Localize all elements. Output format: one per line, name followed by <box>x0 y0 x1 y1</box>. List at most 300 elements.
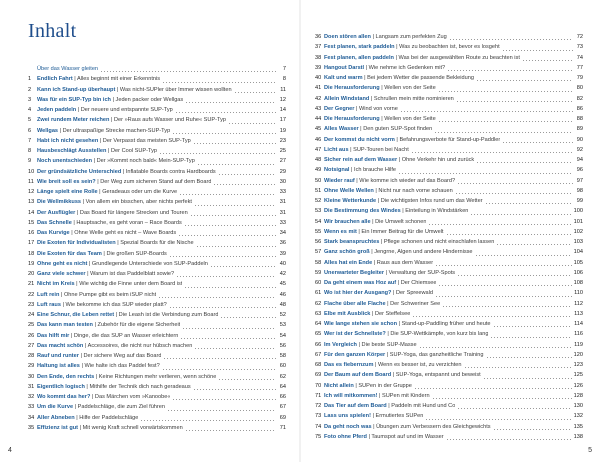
entry-subtitle: Wellen von der Seite <box>384 85 436 92</box>
toc-entry[interactable] <box>28 320 286 330</box>
entry-title: Ohne geht es nicht <box>37 260 88 267</box>
entry-number: 16 <box>28 230 35 236</box>
toc-entry[interactable] <box>315 135 583 145</box>
entry-page: 39 <box>279 250 286 257</box>
entry-subtitle: Wind von vorne <box>359 105 398 112</box>
entry-text <box>324 196 483 206</box>
toc-entry[interactable] <box>315 432 583 442</box>
entry-subtitle: Verwaltung der SUP-Spots <box>388 269 456 276</box>
entry-separator: | <box>400 208 406 215</box>
entry-text <box>37 341 192 351</box>
entry-title: Flache über alle Flache <box>324 300 386 307</box>
entry-subtitle: Die wichtigsten Infos rund um das Wetter <box>380 198 483 204</box>
entry-page: 82 <box>576 95 583 102</box>
dot-leader <box>179 194 276 195</box>
entry-subtitle: Nicht nur nach vorne schauen <box>378 187 453 194</box>
entry-separator: | <box>370 218 376 225</box>
entry-title: Wir brauchen alle <box>324 218 371 225</box>
dot-leader <box>496 244 571 245</box>
dot-leader <box>169 256 276 257</box>
entry-text <box>37 146 157 156</box>
entry-number: 19 <box>28 260 35 267</box>
entry-separator: | <box>385 331 391 338</box>
entry-subtitle: Befahrungsverbote für Stand-up-Paddler <box>399 136 501 143</box>
entry-title: Da geht einem was Hoz auf <box>324 280 397 286</box>
dot-leader <box>398 173 573 174</box>
entry-number: 9 <box>28 158 32 165</box>
toc-entry[interactable] <box>315 391 583 401</box>
entry-title: Elbe mit Ausblick <box>324 310 371 317</box>
entry-page: 33 <box>279 189 286 195</box>
toc-entry[interactable] <box>28 382 286 392</box>
toc-entry[interactable] <box>28 85 286 95</box>
entry-subtitle: Grundlegende Unterschiede von SUP-Paddeln <box>91 260 208 267</box>
entry-title: Was für ein SUP-Typ bin ich <box>37 96 111 103</box>
dot-leader <box>196 246 276 247</box>
entry-separator: | <box>397 321 402 327</box>
entry-text <box>324 145 409 155</box>
entry-separator: | <box>75 209 80 216</box>
dot-leader <box>476 162 573 163</box>
entry-page: 110 <box>574 290 583 297</box>
toc-entry[interactable] <box>315 247 583 257</box>
dot-leader <box>400 111 573 112</box>
dot-leader <box>100 71 276 72</box>
dot-leader <box>169 307 276 308</box>
entry-text <box>324 73 474 83</box>
entry-number: 40 <box>315 75 322 81</box>
toc-entry[interactable] <box>315 83 583 93</box>
entry-title: Aller Abneben <box>37 414 75 421</box>
toc-entry[interactable] <box>315 309 583 319</box>
dot-leader <box>162 82 276 83</box>
toc-entry[interactable] <box>315 114 583 124</box>
entry-number: 12 <box>28 189 35 195</box>
toc-entry[interactable] <box>28 218 286 228</box>
toc-entry[interactable] <box>28 300 286 310</box>
toc-entry[interactable] <box>28 341 286 351</box>
toc-entry[interactable] <box>28 423 286 433</box>
toc-entry[interactable] <box>28 228 286 238</box>
entry-text <box>37 269 174 279</box>
dot-leader <box>180 338 276 339</box>
entry-page: 113 <box>574 310 583 317</box>
entry-separator: | <box>106 148 111 154</box>
entry-page: 64 <box>279 383 286 390</box>
entry-subtitle: Wellen von der Seite <box>384 116 436 122</box>
dot-leader <box>419 347 573 348</box>
toc-entry[interactable] <box>28 249 286 259</box>
toc-entry[interactable] <box>315 217 583 227</box>
toc-entry[interactable] <box>315 155 583 165</box>
entry-page: 89 <box>576 126 583 133</box>
entry-separator: | <box>69 332 74 339</box>
entry-separator: | <box>364 64 369 71</box>
dot-leader <box>485 203 573 204</box>
entry-number: 25 <box>28 322 35 329</box>
entry-number: 1 <box>28 76 32 83</box>
entry-subtitle: Wie komme ich wieder auf das Board? <box>359 177 456 184</box>
entry-separator: | <box>92 158 97 165</box>
toc-entry[interactable] <box>315 206 583 216</box>
entry-separator: | <box>385 351 390 358</box>
entry-text <box>324 329 488 339</box>
entry-text <box>37 115 226 125</box>
entry-number: 67 <box>315 351 322 358</box>
entry-page: 19 <box>279 127 286 134</box>
entry-subtitle: Was bei der ausgewählten Route zu beachten ist <box>398 54 520 61</box>
entry-number: 22 <box>28 291 35 298</box>
toc-entry[interactable] <box>28 331 286 341</box>
toc-entry[interactable] <box>315 53 583 63</box>
dot-leader <box>457 275 572 276</box>
entry-subtitle: Der Schweriner See <box>390 300 441 307</box>
dot-leader <box>194 205 276 206</box>
entry-subtitle: Der Cool SUP-Typ <box>111 148 158 154</box>
toc-entry[interactable] <box>315 124 583 134</box>
entry-separator: | <box>379 85 385 92</box>
entry-title: Über das Wasser gleiten <box>37 66 99 72</box>
entry-subtitle: Wie wichtig die Finne unter dem Board ist <box>79 281 183 288</box>
entry-page: 31 <box>279 209 286 216</box>
toc-entry[interactable] <box>28 115 286 125</box>
toc-entry[interactable] <box>315 196 583 206</box>
toc-entry[interactable] <box>28 177 286 187</box>
entry-number: 24 <box>28 312 35 318</box>
entry-title: Unerwarteter Begleiter <box>324 269 384 276</box>
entry-number: 56 <box>315 239 322 245</box>
entry-separator: | <box>83 342 88 349</box>
entry-number: 18 <box>28 250 35 257</box>
dot-leader <box>483 378 572 379</box>
toc-entry[interactable] <box>28 197 286 207</box>
entry-text <box>324 340 417 350</box>
entry-title: Effizienz ist gut <box>37 424 79 431</box>
entry-text <box>37 208 188 218</box>
entry-page: 58 <box>279 353 286 359</box>
entry-text <box>37 259 208 269</box>
entry-subtitle: Das Märchen vom »Kanoobe« <box>94 394 171 400</box>
entry-subtitle: Alles beginnt mit einer Erkenntnis <box>77 76 161 83</box>
entry-number: 47 <box>315 146 322 153</box>
toc-entry[interactable] <box>315 370 583 380</box>
entry-number: 65 <box>315 331 322 338</box>
toc-entry[interactable] <box>28 136 286 146</box>
entry-title: Das macht schön <box>37 342 84 349</box>
entry-title: Eine Schnur, die Leben rettet <box>37 312 115 318</box>
entry-page: 105 <box>573 259 583 266</box>
toc-entry[interactable] <box>28 402 286 412</box>
entry-number: 64 <box>315 321 322 327</box>
entry-number: 69 <box>315 372 322 379</box>
entry-subtitle: Taumspot auf und im Wasser <box>371 433 444 440</box>
entry-page: 27 <box>279 158 286 165</box>
entry-subtitle: Der Chiemsee <box>400 280 437 286</box>
dot-leader <box>455 193 573 194</box>
dot-leader <box>172 399 276 400</box>
entry-subtitle: Wie bekomme ich das SUP wieder platt? <box>65 301 167 308</box>
toc-entry[interactable] <box>315 227 583 237</box>
entry-text <box>37 74 160 84</box>
entry-text <box>324 309 410 319</box>
toc-entry[interactable] <box>315 145 583 155</box>
entry-title: Wenn es mit <box>324 228 357 235</box>
entry-subtitle: Der ultraspaßige Strecke machen-SUP-Typ <box>62 127 171 134</box>
toc-entry[interactable] <box>28 238 286 248</box>
dot-leader <box>446 234 572 235</box>
toc-entry[interactable] <box>315 104 583 114</box>
toc-entry[interactable] <box>28 167 286 177</box>
entry-number: 33 <box>28 404 35 411</box>
toc-entry[interactable] <box>28 279 286 289</box>
entry-separator: | <box>366 433 372 440</box>
toc-entry[interactable] <box>28 74 286 84</box>
entry-separator: | <box>87 260 92 267</box>
entry-text <box>324 83 436 93</box>
entry-subtitle: Spezial Boards für die Nische <box>120 240 194 247</box>
toc-entry[interactable] <box>315 350 583 360</box>
entry-page: 30 <box>279 178 286 185</box>
toc-entry[interactable] <box>315 73 583 83</box>
entry-page: 125 <box>573 372 583 379</box>
toc-entry[interactable] <box>315 32 583 42</box>
entry-subtitle: Jeden packer oder Wellgas <box>115 96 184 103</box>
entry-title: Kann ich Stand-up überhaupt <box>37 86 116 93</box>
entry-text <box>324 32 447 42</box>
toc-entry[interactable] <box>315 278 583 288</box>
dot-leader <box>176 276 276 277</box>
toc-entry[interactable] <box>28 290 286 300</box>
toc-entry[interactable] <box>315 63 583 73</box>
toc-entry[interactable] <box>28 351 286 361</box>
entry-page: 99 <box>576 198 583 204</box>
entry-separator: | <box>356 341 362 348</box>
toc-entry[interactable] <box>315 360 583 370</box>
entry-separator: | <box>354 105 360 112</box>
toc-entry[interactable] <box>28 259 286 269</box>
dot-leader <box>218 379 276 380</box>
dot-leader <box>435 265 572 266</box>
entry-title: Der Gegner <box>324 105 355 112</box>
toc-entry[interactable] <box>315 288 583 298</box>
dot-leader <box>435 296 572 297</box>
entry-title: Eigentlich logisch <box>37 383 85 390</box>
entry-subtitle: Inflatable Boards contra Hardboards <box>125 168 216 175</box>
entry-page: 69 <box>279 414 286 421</box>
toc-entry[interactable] <box>28 372 286 382</box>
entry-number: 10 <box>28 168 35 175</box>
entry-title: Rauf und runter <box>37 353 79 359</box>
left-page <box>0 0 299 462</box>
entry-separator: | <box>379 239 384 245</box>
entry-separator: | <box>377 392 383 399</box>
toc-entry[interactable] <box>315 422 583 432</box>
entry-separator: | <box>391 372 396 379</box>
entry-number: 32 <box>28 394 35 400</box>
entry-subtitle: Wenn es besser ist, zu verzichten <box>378 362 462 368</box>
entry-number: 38 <box>315 54 322 61</box>
entry-subtitle: Accessoires, die nicht nur hübsch machen <box>87 342 193 349</box>
entry-page: 67 <box>279 404 286 411</box>
entry-separator: | <box>354 177 360 184</box>
entry-separator: | <box>58 127 63 134</box>
dot-leader <box>167 410 276 411</box>
entry-number: 61 <box>315 290 322 297</box>
toc-entry[interactable] <box>315 258 583 268</box>
entry-text <box>37 279 182 289</box>
dot-leader <box>193 143 276 144</box>
entry-title: Das es fiebernzum <box>324 362 374 368</box>
toc-entry[interactable] <box>28 187 286 197</box>
toc-entry[interactable] <box>315 176 583 186</box>
entry-title: Notsignal <box>324 167 350 174</box>
toc-entry[interactable] <box>315 42 583 52</box>
entry-subtitle: Wie nehme ich Gedenken mit? <box>368 64 446 71</box>
toc-entry[interactable] <box>315 299 583 309</box>
entry-text <box>37 300 167 310</box>
toc-entry[interactable] <box>315 237 583 247</box>
entry-page: 40 <box>279 260 286 267</box>
entry-subtitle: Jengrne, Algen und andere Hindernisse <box>374 249 473 256</box>
toc-entry[interactable] <box>28 361 286 371</box>
entry-title: Hausbeschlägt Ausstellen <box>37 148 107 154</box>
entry-number: 35 <box>28 424 35 431</box>
entry-text <box>37 423 183 433</box>
entry-page: 135 <box>573 423 583 430</box>
entry-separator: | <box>391 290 397 297</box>
dot-leader <box>425 419 571 420</box>
entry-title: Den Ende, den rechts <box>37 373 95 380</box>
entry-separator: | <box>78 353 84 359</box>
toc-entry[interactable] <box>28 208 286 218</box>
entry-separator: | <box>358 126 364 133</box>
entry-subtitle: Hauptsache, es geht voran – Race Boards <box>76 219 182 226</box>
entry-title: Kleine Wetterkunde <box>324 198 377 204</box>
entry-title: Allein Windstand <box>324 95 370 102</box>
entry-text <box>324 237 494 247</box>
entry-separator: | <box>109 117 114 124</box>
entry-page: 42 <box>279 271 286 277</box>
entry-title: Licht aus <box>324 146 349 153</box>
toc-entry[interactable] <box>28 269 286 279</box>
entry-subtitle: Pflege schonen und nicht einschlafen lassen <box>383 239 495 245</box>
toc-entry[interactable] <box>315 340 583 350</box>
entry-subtitle: Wie halte ich das Paddel fest? <box>84 363 160 370</box>
dot-leader <box>464 367 572 368</box>
entry-title: Das hilft mir <box>37 332 70 339</box>
dot-leader <box>447 70 573 71</box>
entry-page: 108 <box>573 280 583 286</box>
entry-title: Foto ohne Pferd <box>324 433 367 440</box>
entry-page: 90 <box>576 136 583 143</box>
entry-text <box>37 64 98 74</box>
dot-leader <box>446 439 572 440</box>
entry-text <box>324 288 433 298</box>
entry-separator: | <box>376 198 381 204</box>
entry-separator: | <box>101 250 107 257</box>
entry-separator: | <box>370 34 376 40</box>
dot-leader <box>476 80 573 81</box>
dot-leader <box>486 357 572 358</box>
entry-page: 36 <box>279 240 286 247</box>
entry-subtitle: Der sichere Weg auf das Board <box>83 353 162 359</box>
entry-page: 88 <box>576 116 583 122</box>
entry-title: Jeden paddeln <box>37 107 77 113</box>
dot-leader <box>412 316 572 317</box>
toc-entry[interactable] <box>315 329 583 339</box>
entry-title: Alles Wasser <box>324 126 359 133</box>
dot-leader <box>470 214 571 215</box>
entry-subtitle: Keine Richtungen mehr verlieren, wenn schöne <box>98 373 217 380</box>
toc-entry[interactable] <box>315 319 583 329</box>
entry-title: Haltung ist alles <box>37 363 80 370</box>
toc-entry[interactable] <box>28 95 286 105</box>
entry-text <box>324 135 500 145</box>
dot-leader <box>449 39 573 40</box>
entry-page: 25 <box>279 148 286 154</box>
toc-entry[interactable] <box>315 268 583 278</box>
entry-title: Kalt und warm <box>324 75 363 81</box>
toc-entry[interactable] <box>28 105 286 115</box>
entry-page: 62 <box>279 373 286 380</box>
entry-page: 46 <box>279 291 286 298</box>
toc-entry[interactable] <box>315 401 583 411</box>
entry-subtitle: SUPen in der Gruppe <box>358 382 412 389</box>
entry-text <box>37 372 216 382</box>
toc-entry[interactable] <box>28 310 286 320</box>
entry-separator: | <box>372 259 377 266</box>
entry-page: 98 <box>576 187 583 194</box>
toc-entry[interactable] <box>28 64 286 74</box>
dot-leader <box>178 235 276 236</box>
toc-entry[interactable] <box>315 165 583 175</box>
toc-entry[interactable] <box>28 413 286 423</box>
entry-title: Im Vergleich <box>324 341 357 348</box>
toc-entry[interactable] <box>315 186 583 196</box>
entry-title: Noch unentschieden <box>37 158 93 165</box>
toc-entry[interactable] <box>315 411 583 421</box>
entry-separator: | <box>76 107 81 113</box>
entry-title: Luft rein <box>37 291 60 298</box>
dot-leader <box>438 91 573 92</box>
entry-number: 58 <box>315 259 322 266</box>
toc-left-column <box>28 64 286 433</box>
entry-text <box>37 331 178 341</box>
toc-entry[interactable] <box>28 126 286 136</box>
entry-number: 70 <box>315 382 322 389</box>
dot-leader <box>432 398 572 399</box>
entry-subtitle: SUP-Touren bei Nacht <box>353 146 409 153</box>
entry-number: 13 <box>28 199 35 206</box>
entry-number: 74 <box>315 423 322 430</box>
toc-entry[interactable] <box>315 381 583 391</box>
entry-text <box>37 177 211 187</box>
entry-subtitle: Schrullen mein mitte nominieren <box>373 95 454 102</box>
entry-text <box>37 105 173 115</box>
dot-leader <box>457 408 571 409</box>
toc-right-column <box>315 32 583 442</box>
dot-leader <box>182 328 276 329</box>
entry-page: 128 <box>573 392 583 399</box>
toc-entry[interactable] <box>28 146 286 156</box>
toc-entry[interactable] <box>28 392 286 402</box>
entry-number: 44 <box>315 116 322 122</box>
dot-leader <box>213 184 276 185</box>
toc-entry[interactable] <box>28 156 286 166</box>
entry-text <box>37 187 177 197</box>
entry-text <box>324 411 423 421</box>
toc-entry[interactable] <box>315 94 583 104</box>
